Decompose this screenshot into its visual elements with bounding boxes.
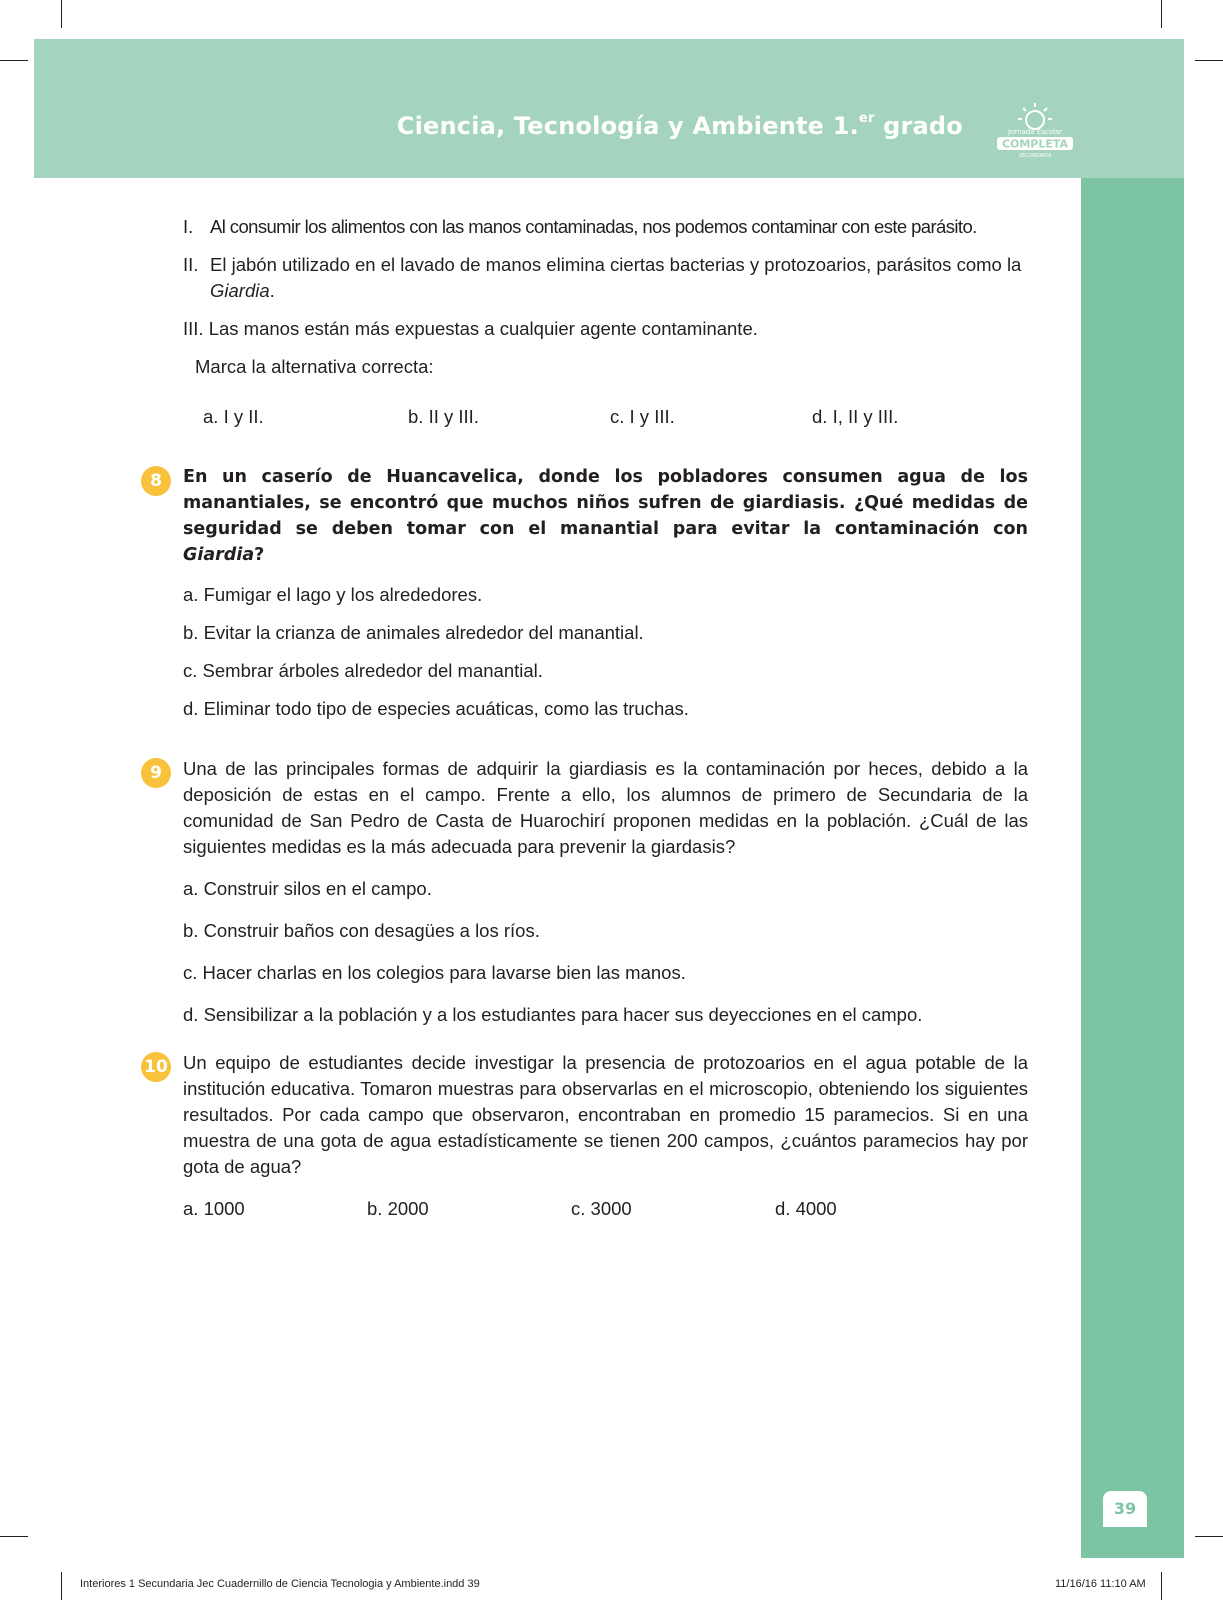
crop-mark [1195,1536,1223,1537]
option-a: a. I y II. [203,406,264,427]
title-text: Ciencia, Tecnología y Ambiente 1. [396,112,859,140]
option-d: d. 4000 [775,1198,837,1219]
question-end: ? [254,545,265,565]
statement-text-wrap [183,316,1028,342]
instruction: Marca la alternativa correcta: [195,356,434,377]
q7-options [203,404,1028,430]
option-a: a. Fumigar el lago y los alrededores. [183,584,483,605]
question-10 [144,1050,1028,1222]
page-number: 39 [1103,1491,1147,1527]
title-end: grado [874,112,963,140]
crop-mark [0,60,28,61]
option-d: d. I, II y III. [812,406,899,427]
statement-text: Al consumir los alimentos con las manos contaminadas, nos podemos contaminar con este parásito. [210,216,977,237]
statement-1 [183,214,1028,240]
statement-number: II. [183,254,199,275]
question-text [183,464,1028,568]
logo-text-bottom: SECUNDARIA [1018,153,1052,159]
option-c: c. 3000 [571,1198,632,1219]
question-italic: Giardia [183,545,255,565]
question-8 [150,464,1028,722]
option-b: b. 2000 [367,1198,429,1219]
option-d: d. Eliminar todo tipo de especies acuáticas, como las truchas. [183,698,689,719]
statement-number: I. [183,216,194,237]
question-text-main: En un caserío de Huancavelica, donde los pobladores consumen agua de los manantiales, se encontró que muchos niños sufren de giardiasis. ¿Qué medidas de seguridad se deben tomar con el manantial para evitar la contaminación con [183,467,1028,539]
statement-2 [183,252,1028,304]
statement-end: . [269,280,275,301]
statement-italic: Giardia [210,280,270,301]
main-content [144,214,1028,1222]
question-text: Un equipo de estudiantes decide investigar la presencia de protozoarios en el agua potable de la institución educativa. Tomaron muestras para observarlas en el microscopio, obteniendo los siguientes resultados. Por cada campo que observaron, encontraban en promedio 15 paramecios. Si en una muestra de una gota de agua estadísticamente se tienen 200 campos, ¿cuántos paramecios hay por gota de agua? [183,1052,1028,1177]
crop-mark [0,1536,28,1537]
q10-options [183,1196,1028,1222]
jornada-escolar-completa-logo [992,100,1078,160]
statement-text: Las manos están más expuestas a cualquier agente contaminante. [208,318,758,339]
option-c: c. Sembrar árboles alrededor del manantial. [183,660,543,681]
question-text: Una de las principales formas de adquirir la giardiasis es la contaminación por heces, debido a la deposición de estas en el campo. Frente a ello, los alumnos de primero de Secundaria de la comunidad de San Pedro de Casta de Huarochirí proponen medidas en la población. ¿Cuál de las siguientes medidas es la más adecuada para prevenir la giardasis? [183,758,1028,857]
side-band [1081,178,1184,1558]
crop-mark [61,1572,62,1600]
crop-mark [1161,0,1162,28]
question-number-badge: 9 [141,758,171,788]
statement-text: El jabón utilizado en el lavado de manos elimina ciertas bacterias y protozoarios, parásitos como la [210,254,1022,275]
question-number-badge: 10 [141,1052,171,1082]
option-b: b. II y III. [408,406,479,427]
crop-mark [1161,1572,1162,1600]
logo-text-top: Jornada Escolar [1007,128,1063,136]
question-9 [150,756,1028,1028]
crop-mark [1195,60,1223,61]
option-a: a. Construir silos en el campo. [183,878,432,899]
statement-3 [183,316,1028,342]
footer-filename: Interiores 1 Secundaria Jec Cuadernillo de Ciencia Tecnologia y Ambiente.indd 39 [80,1578,480,1590]
option-b: b. Construir baños con desagües a los ríos. [183,920,540,941]
footer-date: 11/16/16 11:10 AM [1055,1578,1146,1590]
option-d: d. Sensibilizar a la población y a los estudiantes para hacer sus deyecciones en el campo. [183,1004,923,1025]
page-title [397,112,963,140]
statement-number: III. [183,318,204,339]
logo-text-main: COMPLETA [1001,137,1069,151]
crop-mark [61,0,62,28]
question-number-badge: 8 [141,466,171,496]
option-c: c. I y III. [610,406,675,427]
option-c: c. Hacer charlas en los colegios para lavarse bien las manos. [183,962,686,983]
title-superscript: er [858,111,875,126]
statement-text-wrap [210,252,1028,304]
option-a: a. 1000 [183,1198,245,1219]
option-b: b. Evitar la crianza de animales alrededor del manantial. [183,622,644,643]
